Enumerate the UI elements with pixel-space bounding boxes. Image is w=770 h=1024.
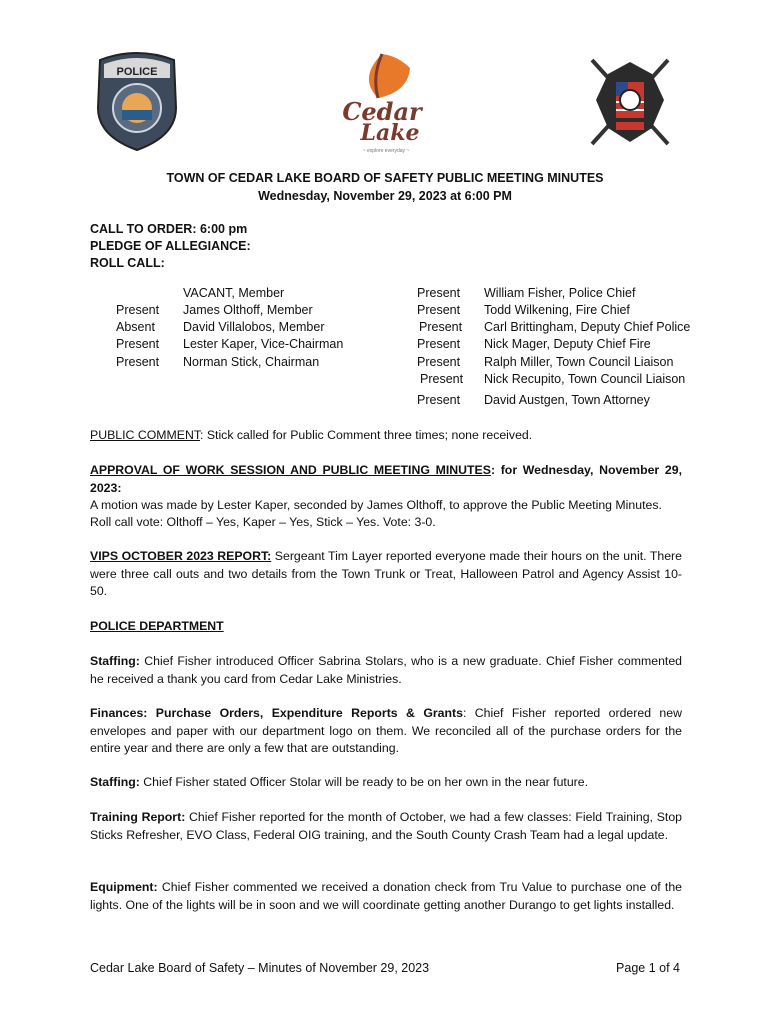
roll-call-vote: Roll call vote: Olthoff – Yes, Kaper – Yes, Stick – Yes. Vote: 3-0. xyxy=(90,515,436,529)
board-member: VACANT, Member xyxy=(183,286,285,300)
training-text: Chief Fisher reported for the month of October, we had a few classes: Field Training, Stop Sticks Refresher, EVO Class, Federal OIG training, and the South County Crash Team had a legal update. xyxy=(90,810,682,842)
cedar-logo-line2: Lake xyxy=(360,120,420,146)
training-label: Training Report: xyxy=(90,810,186,824)
board-member: Norman Stick, Chairman xyxy=(183,355,320,369)
staffing-update-section xyxy=(90,774,682,792)
staffing-text: Chief Fisher introduced Officer Sabrina Stolars, who is a new graduate. Chief Fisher commented he received a thank you card from Cedar Lake Ministries. xyxy=(90,654,682,686)
police-department-title: POLICE DEPARTMENT xyxy=(90,619,224,633)
vips-text: Sergeant Tim Layer reported everyone made their hours on the unit. There were three call outs and two details from the Town Trunk or Treat, Halloween Patrol and Agency Assist 10-50. xyxy=(90,549,682,598)
cedar-logo-tagline: ~ explore everyday ~ xyxy=(362,148,410,154)
police-badge-logo xyxy=(92,48,182,152)
cedar-lake-logo xyxy=(338,48,434,156)
staff-member: David Austgen, Town Attorney xyxy=(484,393,650,407)
finances-text: : Chief Fisher reported ordered new envelopes and paper with our department logo on them. We reconciled all of the purchase orders for the entire year and there are only a few that are outstanding. xyxy=(90,706,682,755)
staff-member: Nick Recupito, Town Council Liaison xyxy=(484,372,686,386)
finances-label: Finances: Purchase Orders, Expenditure Reports & Grants xyxy=(90,706,463,720)
board-status: Present xyxy=(116,355,160,369)
call-to-order: CALL TO ORDER: 6:00 pm xyxy=(90,222,248,236)
public-comment-heading: PUBLIC COMMENT xyxy=(90,428,200,442)
vips-section xyxy=(90,548,682,601)
staff-status: Present xyxy=(417,286,461,300)
cedar-logo-line1: Cedar xyxy=(342,97,422,126)
board-member: David Villalobos, Member xyxy=(183,320,325,334)
approval-section xyxy=(90,462,682,515)
staff-member: William Fisher, Police Chief xyxy=(484,286,636,300)
equipment-label: Equipment: xyxy=(90,880,158,894)
finances-section xyxy=(90,705,682,758)
board-member: Lester Kaper, Vice-Chairman xyxy=(183,337,344,351)
staff-status: Present xyxy=(417,355,461,369)
training-section xyxy=(90,809,682,844)
vips-heading: VIPS OCTOBER 2023 REPORT: xyxy=(90,549,272,563)
staff-member: Carl Brittingham, Deputy Chief Police xyxy=(484,320,691,334)
staff-status: Present xyxy=(417,337,461,351)
board-status: Absent xyxy=(116,320,155,334)
roll-call-heading: ROLL CALL: xyxy=(90,256,165,270)
staffing-label: Staffing: xyxy=(90,654,140,668)
police-badge-title: POLICE xyxy=(116,66,158,78)
staff-status: Present xyxy=(419,320,463,334)
police-department-heading xyxy=(90,618,682,636)
fire-department-logo xyxy=(582,52,678,152)
staffing-update-label: Staffing: xyxy=(90,775,140,789)
staffing-section xyxy=(90,653,682,688)
document-title: TOWN OF CEDAR LAKE BOARD OF SAFETY PUBLIC MEETING MINUTES xyxy=(166,171,604,185)
staff-status: Present xyxy=(420,372,464,386)
board-status: Present xyxy=(116,303,160,317)
public-comment-section xyxy=(90,427,682,445)
approval-text: A motion was made by Lester Kaper, seconded by James Olthoff, to approve the Public Meeting Minutes. xyxy=(90,498,662,512)
footer-title: Cedar Lake Board of Safety – Minutes of November 29, 2023 xyxy=(90,961,430,975)
page-number: Page 1 of 4 xyxy=(616,961,680,975)
board-status: Present xyxy=(116,337,160,351)
equipment-text: Chief Fisher commented we received a donation check from Tru Value to purchase one of the lights. One of the lights will be in soon and we will coordinate getting another Durango to get lights installed. xyxy=(90,880,682,912)
staff-member: Ralph Miller, Town Council Liaison xyxy=(484,355,674,369)
pledge-heading: PLEDGE OF ALLEGIANCE: xyxy=(90,239,251,253)
document-subtitle: Wednesday, November 29, 2023 at 6:00 PM xyxy=(258,189,512,203)
approval-heading-tail: : for Wednesday, November 29, 2023: xyxy=(90,463,682,495)
board-member: James Olthoff, Member xyxy=(183,303,313,317)
equipment-section xyxy=(90,879,682,914)
staff-status: Present xyxy=(417,303,461,317)
approval-heading: APPROVAL OF WORK SESSION AND PUBLIC MEETING MINUTES xyxy=(90,463,491,477)
staff-member: Todd Wilkening, Fire Chief xyxy=(484,303,630,317)
staff-member: Nick Mager, Deputy Chief Fire xyxy=(484,337,651,351)
staff-status: Present xyxy=(417,393,461,407)
public-comment-text: : Stick called for Public Comment three times; none received. xyxy=(200,428,533,442)
staffing-update-text: Chief Fisher stated Officer Stolar will be ready to be on her own in the near future. xyxy=(139,775,589,789)
